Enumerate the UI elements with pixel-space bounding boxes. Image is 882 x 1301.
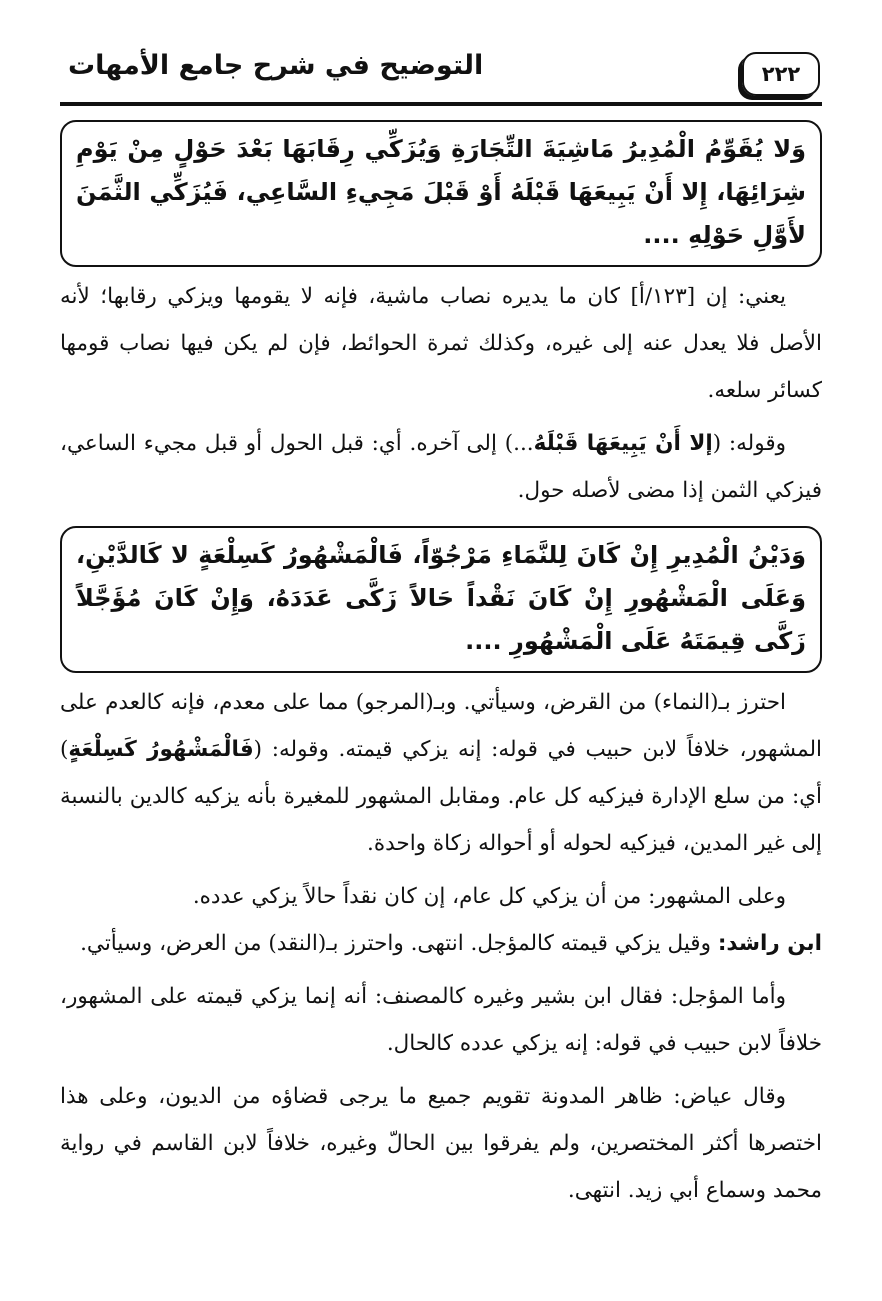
page-number: ٢٢٢ — [742, 52, 820, 96]
paragraph-3-quote: فَالْمَشْهُورُ كَسِلْعَةٍ — [68, 737, 254, 762]
paragraph-3 — [60, 679, 822, 867]
paragraph-2-after: ...) إلى آخره. أي: قبل الحول أو قبل مجيء الساعي، فيزكي الثمن إذا مضى لأصله حول. — [60, 431, 822, 503]
document-page — [60, 44, 822, 1214]
paragraph-5-text: وقيل يزكي قيمته كالمؤجل. انتهى. واحترز بـ(النقد) من العرض، وسيأتي. — [80, 931, 718, 956]
page-header — [60, 44, 822, 106]
paragraph-5-label: ابن راشد: — [717, 931, 822, 956]
running-title: التوضيح في شرح جامع الأمهات — [68, 50, 484, 81]
matn-box-2: وَدَيْنُ الْمُدِيرِ إِنْ كَانَ لِلنَّمَاءِ مَرْجُوّاً، فَالْمَشْهُورُ كَسِلْعَةٍ لا كَالدَّيْنِ، وَعَلَى الْمَشْهُورِ إِنْ كَانَ نَقْداً حَالاً زَكَّى عَدَدَهُ، وَإِنْ كَانَ مُؤَجَّلاً زَكَّى قِيمَتَهُ عَلَى الْمَشْهُورِ .... — [60, 526, 822, 673]
paragraph-7: وقال عياض: ظاهر المدونة تقويم جميع ما يرجى قضاؤه من الديون، وعلى هذا اختصرها أكثر المختصرين، ولم يفرقوا بين الحالّ وغيره، خلافاً لابن القاسم في رواية محمد وسماع أبي زيد. انتهى. — [60, 1084, 822, 1203]
paragraph-1: يعني: إن [١٢٣/أ] كان ما يديره نصاب ماشية، فإنه لا يقومها ويزكي رقابها؛ لأنه الأصل فلا يعدل عنه إلى غيره، وكذلك ثمرة الحوائط، فإن لم يكن فيها نصاب قومها كسائر سلعه. — [60, 284, 822, 403]
paragraph-4: وعلى المشهور: من أن يزكي كل عام، إن كان نقداً حالاً يزكي عدده. — [192, 884, 786, 909]
matn-box-1: وَلا يُقَوِّمُ الْمُدِيرُ مَاشِيَةَ التِّجَارَةِ وَيُزَكِّي رِقَابَهَا بَعْدَ حَوْلٍ مِنْ يَوْمِ شِرَائِهَا، إِلا أَنْ يَبِيعَهَا قَبْلَهُ أَوْ قَبْلَ مَجِيءِ السَّاعِي، فَيُزَكِّي الثَّمَنَ لأَوَّلِ حَوْلِهِ .... — [60, 120, 822, 267]
paragraph-3-after: ) أي: من سلع الإدارة فيزكيه كل عام. ومقابل المشهور للمغيرة بأنه يزكيه كالدين بالنسبة إلى غير المدين، فيزكيه لحوله أو أحواله زكاة واحدة. — [60, 737, 822, 856]
paragraph-2-quote: إلا أَنْ يَبِيعَهَا قَبْلَهُ — [533, 431, 713, 456]
paragraph-6: وأما المؤجل: فقال ابن بشير وغيره كالمصنف: أنه إنما يزكي قيمته على المشهور، خلافاً لابن حبيب في قوله: إنه يزكي عدده كالحال. — [60, 984, 822, 1056]
paragraph-2 — [60, 420, 822, 514]
paragraph-2-before: وقوله: ( — [712, 431, 786, 456]
paragraph-5 — [60, 920, 822, 967]
paragraph-3-before: احترز بـ(النماء) من القرض، وسيأتي. وبـ(المرجو) مما على معدم، فإنه كالعدم على المشهور، خلافاً لابن حبيب في قوله: إنه يزكي قيمته. وقوله: ( — [60, 690, 822, 762]
